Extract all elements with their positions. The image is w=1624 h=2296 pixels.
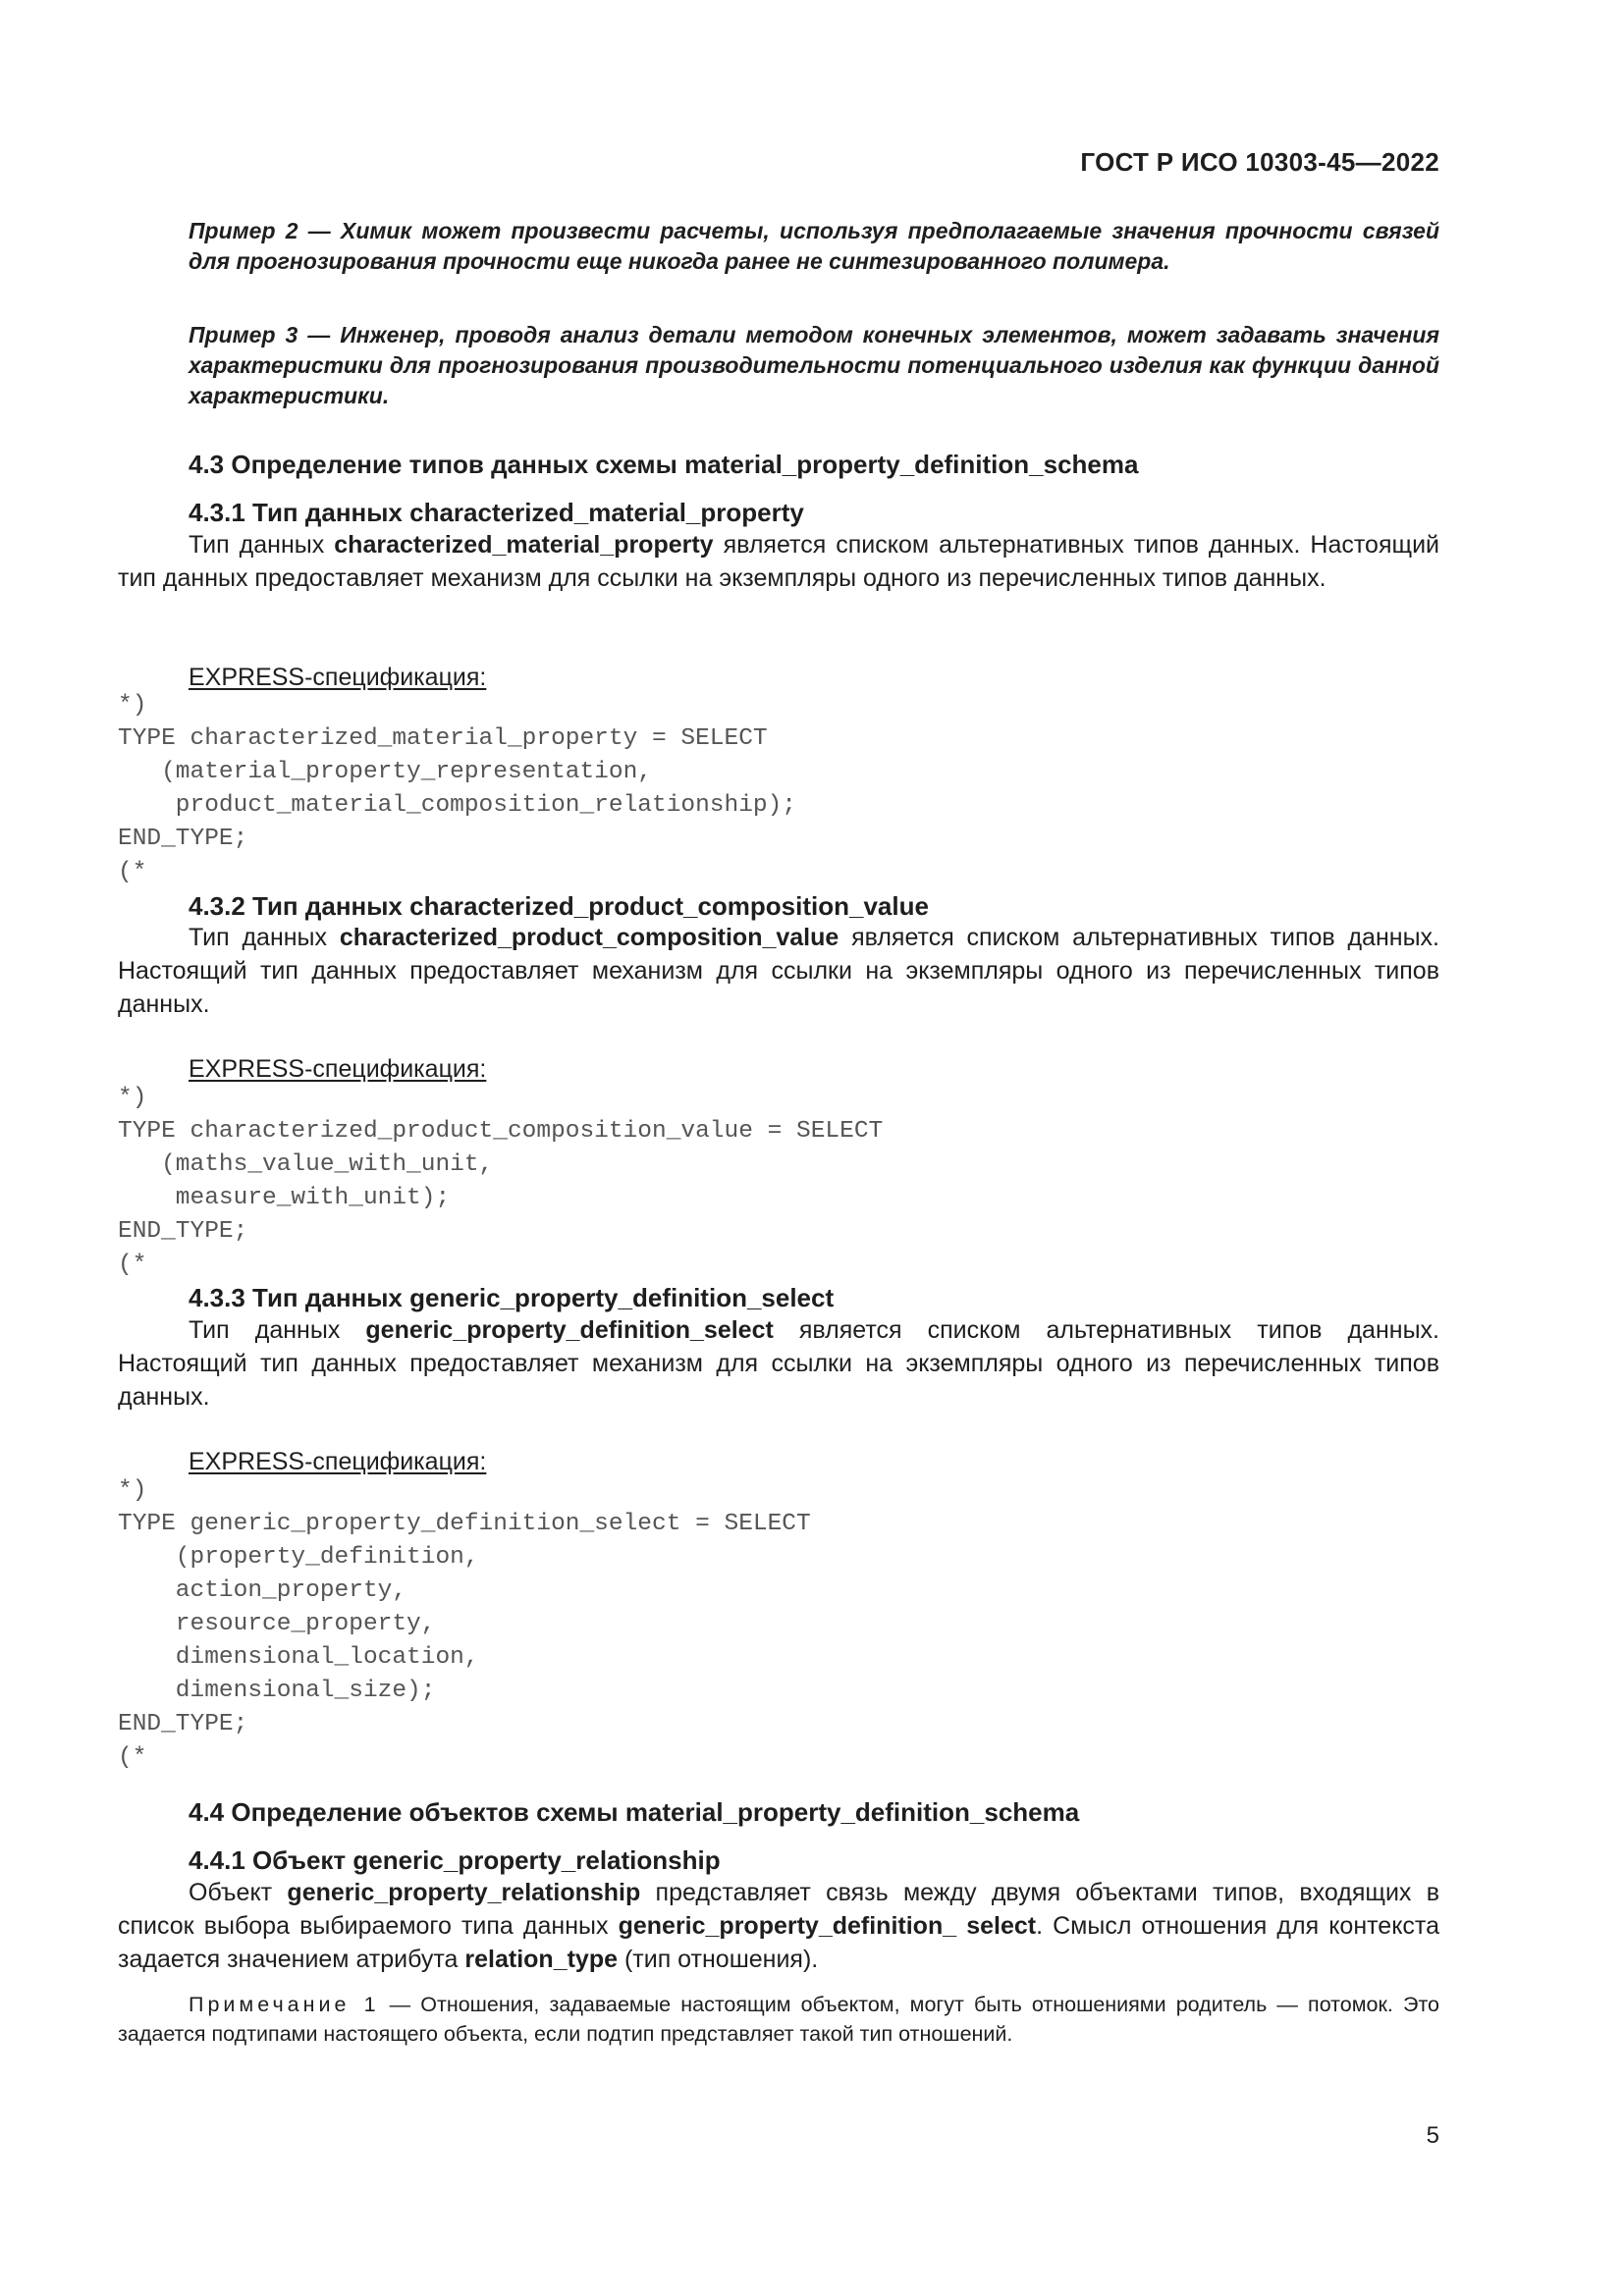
document-page	[118, 0, 1439, 2296]
term-characterized-product-composition-value: characterized_product_composition_value	[339, 924, 839, 951]
note-label: Примечание 1	[189, 1993, 380, 2016]
term-generic-property-relationship: generic_property_relationship	[287, 1879, 641, 1906]
example-2-text: Пример 2 — Химик может произвести расчеты, используя предполагаемые значения прочности связей для прогнозирования прочности еще никогда ранее не синтезированного полимера.	[189, 218, 1439, 274]
heading-4-3: 4.3 Определение типов данных схемы material_property_definition_schema	[189, 450, 1139, 479]
paragraph-4-4-1: Объект generic_property_relationship представляет связь между двумя объектами типов, входящих в список выбора выбираемого типа данных generic_property_definition_ select. Смысл отношения для контекста задается значением атрибута relation_type (тип отношения).	[118, 1879, 1439, 1973]
term-characterized-material-property: characterized_material_property	[334, 531, 714, 559]
note-1	[118, 1990, 1439, 2049]
express-spec-label-1: EXPRESS-спецификация:	[189, 664, 487, 691]
term-relation-type: relation_type	[464, 1946, 619, 1973]
express-spec-label-3: EXPRESS-спецификация:	[189, 1448, 487, 1475]
paragraph-4-3-1: Тип данных characterized_material_property является списком альтернативных типов данных. Настоящий тип данных предоставляет механизм для ссылки на экземпляры одного из перечисленных типов данных.	[118, 531, 1439, 592]
express-spec-label-2: EXPRESS-спецификация:	[189, 1055, 487, 1083]
heading-4-3-2: 4.3.2 Тип данных characterized_product_composition_value	[189, 891, 929, 921]
paragraph-4-3-2: Тип данных characterized_product_composition_value является списком альтернативных типов данных. Настоящий тип данных предоставляет механизм для ссылки на экземпляры одного из перечисленных типов данных.	[118, 924, 1439, 1018]
paragraph-4-3-3: Тип данных generic_property_definition_select является списком альтернативных типов данных. Настоящий тип данных предоставляет механизм для ссылки на экземпляры одного из перечисленных типов данных.	[118, 1316, 1439, 1411]
express-code-1: *) TYPE characterized_material_property = SELECT (material_property_representation, product_material_composition_relationship); END_TYPE; (*	[118, 692, 797, 885]
heading-4-3-1: 4.3.1 Тип данных characterized_material_property	[189, 498, 804, 527]
page-number: 5	[1426, 2122, 1439, 2149]
term-generic-property-definition-select: generic_property_definition_ select	[618, 1912, 1037, 1940]
express-code-3: *) TYPE generic_property_definition_select = SELECT (property_definition, action_property, resource_property, dimensional_location, dimensional_size); END_TYPE; (*	[118, 1477, 811, 1771]
example-3	[118, 320, 1439, 411]
heading-4-3-3: 4.3.3 Тип данных generic_property_definition_select	[189, 1283, 835, 1312]
heading-4-4-1: 4.4.1 Объект generic_property_relationship	[189, 1845, 721, 1875]
term-generic-property-definition-select: generic_property_definition_select	[365, 1316, 774, 1344]
document-id-header: ГОСТ Р ИСО 10303-45—2022	[1080, 147, 1439, 177]
example-3-text: Пример 3 — Инженер, проводя анализ детали методом конечных элементов, может задавать значения характеристики для прогнозирования производительности потенциального изделия как функции данной характеристики.	[189, 322, 1439, 408]
note-text: — Отношения, задаваемые настоящим объектом, могут быть отношениями родитель — потомок. Это задается подтипами настоящего объекта, если подтип представляет такой тип отношений.	[118, 1993, 1440, 2046]
heading-4-4: 4.4 Определение объектов схемы material_property_definition_schema	[189, 1797, 1080, 1827]
example-2	[118, 216, 1439, 277]
express-code-2: *) TYPE characterized_product_composition_value = SELECT (maths_value_with_unit, measure_with_unit); END_TYPE; (*	[118, 1085, 884, 1278]
